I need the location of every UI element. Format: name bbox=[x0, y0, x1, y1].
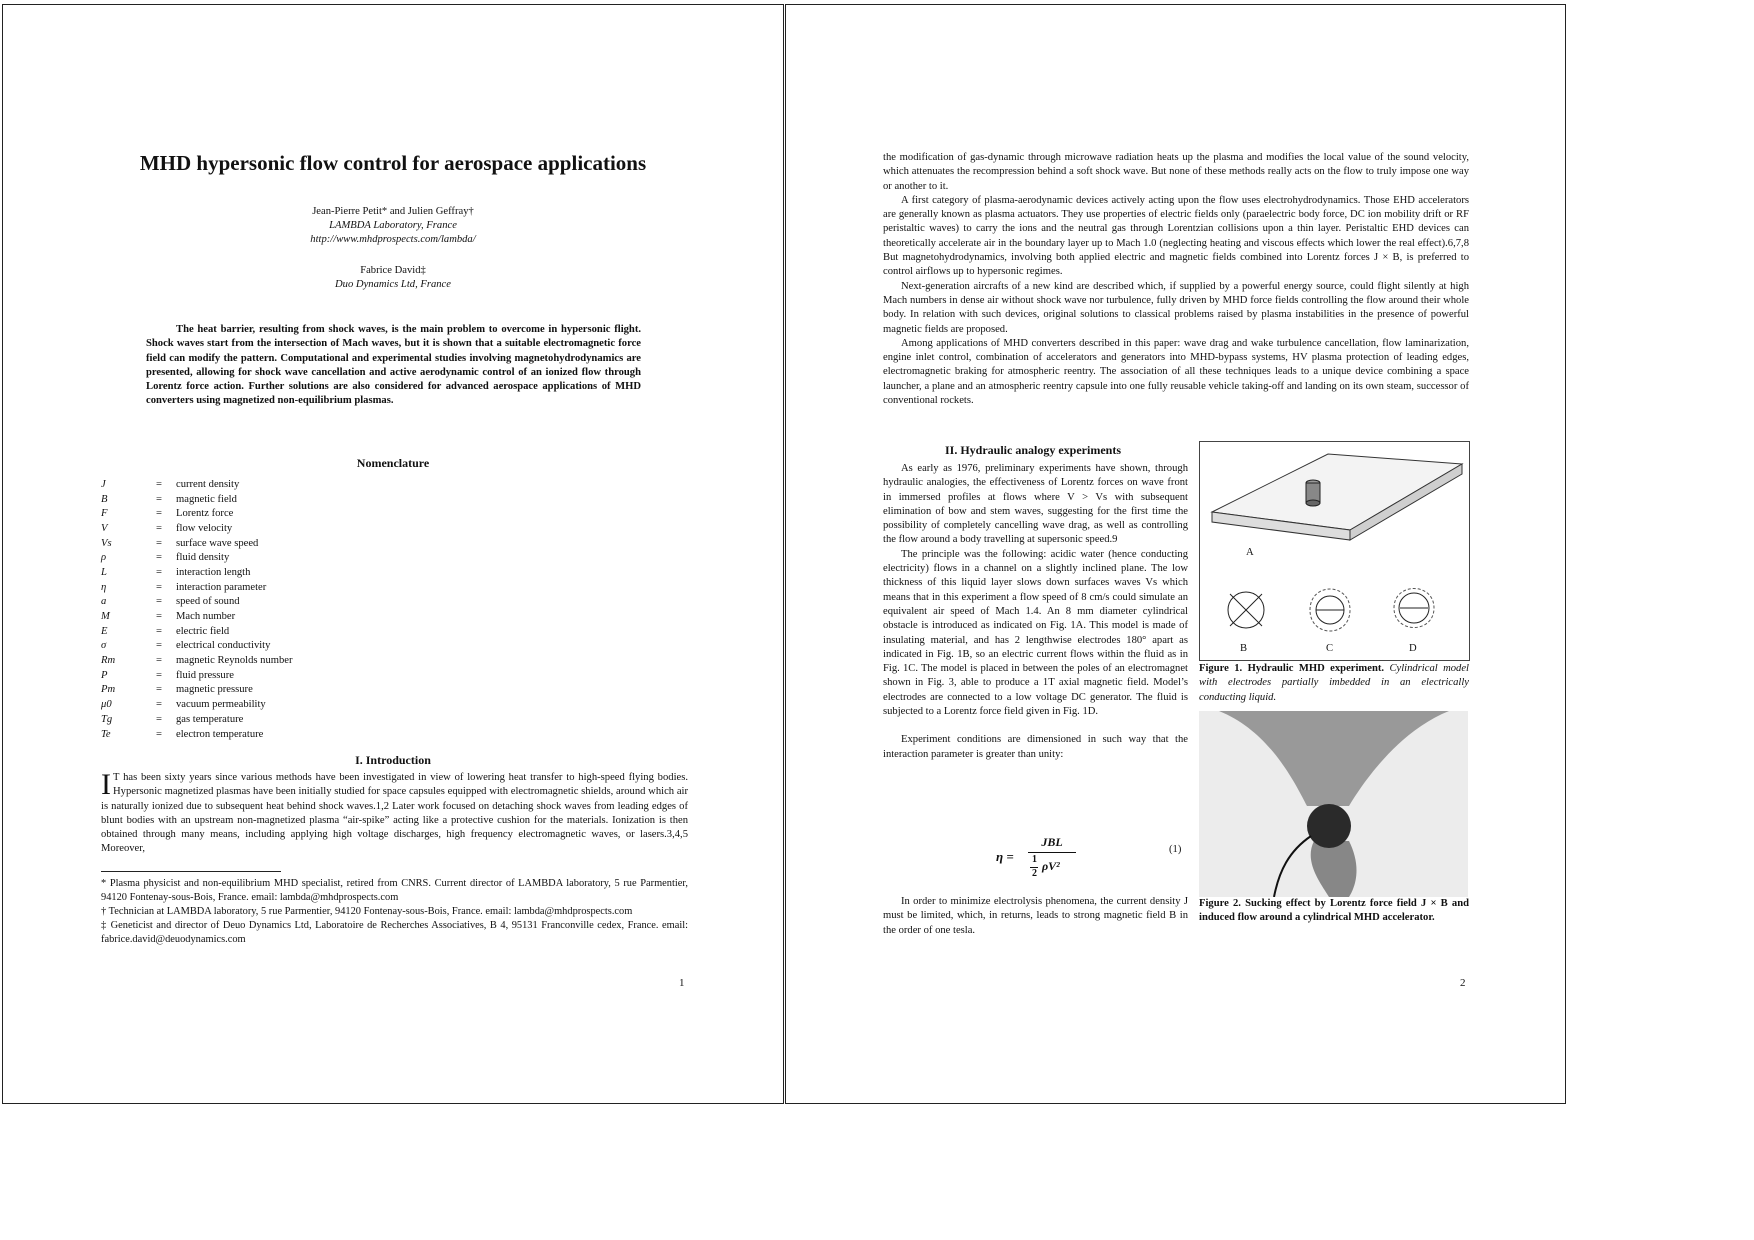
nomenclature-desc: electric field bbox=[176, 625, 230, 637]
footnote-1: * Plasma physicist and non-equilibrium MHD specialist, retired from CNRS. Current director of LAMBDA laboratory, 5 rue Parmentier, 94120 Fontenay-sous-Bois, France. email: lambda@mhdprospects.com bbox=[101, 878, 688, 903]
nomenclature-row bbox=[101, 653, 501, 668]
figure-2-caption-text: Sucking effect by Lorentz force field J × B and induced flow around a cylindrical MHD accelerator. bbox=[1199, 898, 1469, 924]
paragraph: The principle was the following: acidic water (hence conducting electricity) flows in a channel on a slightly inclined plane. The low thickness of this liquid layer slows down surfaces waves Vs which means that in this experiment a flow speed of 8 cm/s could simulate an equivalent air speed of Mach 1.4. An 8 mm diameter cylindrical obstacle is introduced as indicated on Fig. 1A. This model is made of insulating material, and has 2 lengthwise electrodes 180° apart as indicated in Fig. 1B, so an electric current flows within the fluid as in Fig. 1C. The model is placed in between the poles of an electromagnet shown in Fig. 3, able to produce a 1T axial magnetic field. Model’s electrodes are connected to a low voltage DC generator. The fluid is subjected to a Lorentz force field given in Fig. 1D. bbox=[883, 548, 1188, 718]
nomenclature-row bbox=[101, 492, 501, 507]
nomenclature-symbol: a bbox=[101, 596, 107, 608]
nomenclature-symbol: F bbox=[101, 508, 108, 520]
nomenclature-equals: = bbox=[156, 640, 162, 652]
fraction-bar bbox=[1028, 852, 1076, 853]
nomenclature-symbol: Te bbox=[101, 728, 111, 740]
authors-line: Jean-Pierre Petit* and Julien Geffray† bbox=[312, 206, 474, 217]
figure-2-caption-lead: Figure 2. bbox=[1199, 898, 1241, 909]
nomenclature-row bbox=[101, 712, 501, 727]
affiliation-1: LAMBDA Laboratory, France bbox=[329, 220, 457, 231]
fig1-label-a: A bbox=[1246, 547, 1254, 558]
body-text-top bbox=[883, 151, 1469, 408]
nomenclature-desc: interaction parameter bbox=[176, 581, 267, 593]
nomenclature-equals: = bbox=[156, 508, 162, 520]
intro-heading: I. Introduction bbox=[355, 753, 431, 767]
nomenclature-desc: vacuum permeability bbox=[176, 699, 266, 711]
figure-1-caption bbox=[1199, 662, 1469, 705]
nomenclature-equals: = bbox=[156, 728, 162, 740]
paper-title: MHD hypersonic flow control for aerospace applications bbox=[139, 151, 647, 175]
figure-2-photo bbox=[1199, 711, 1468, 897]
nomenclature-equals: = bbox=[156, 655, 162, 667]
nomenclature-desc: Lorentz force bbox=[176, 508, 234, 520]
figure-2-caption bbox=[1199, 897, 1469, 926]
paragraph: In order to minimize electrolysis phenomena, the current density J must be limited, which, in returns, leads to strong magnetic field B in the order of one tesla. bbox=[883, 896, 1188, 936]
nomenclature-equals: = bbox=[156, 684, 162, 696]
affiliation-url: http://www.mhdprospects.com/lambda/ bbox=[310, 234, 476, 245]
nomenclature-symbol: M bbox=[101, 611, 110, 623]
paragraph: Experiment conditions are dimensioned in such way that the interaction parameter is greater than unity: bbox=[883, 734, 1188, 760]
figure-1-caption-text: Cylindrical model with electrodes partially imbedded in an electrically conducting liquid. bbox=[1199, 663, 1469, 703]
section2-closing bbox=[883, 895, 1188, 938]
figure-1-caption-lead: Figure 1. Hydraulic MHD experiment. bbox=[1199, 663, 1385, 674]
equation-half-den: 2 bbox=[1032, 868, 1037, 879]
nomenclature-equals: = bbox=[156, 566, 162, 578]
nomenclature-desc: magnetic Reynolds number bbox=[176, 655, 293, 667]
nomenclature-row bbox=[101, 506, 501, 521]
nomenclature-desc: interaction length bbox=[176, 566, 251, 578]
nomenclature-row bbox=[101, 683, 501, 698]
nomenclature-row bbox=[101, 565, 501, 580]
nomenclature-equals: = bbox=[156, 552, 162, 564]
page-number: 1 bbox=[679, 977, 685, 989]
author-2: Fabrice David‡ bbox=[360, 265, 426, 276]
nomenclature-symbol: Pm bbox=[101, 684, 116, 696]
nomenclature-row bbox=[101, 624, 501, 639]
section2-heading: II. Hydraulic analogy experiments bbox=[945, 443, 1121, 457]
nomenclature-row bbox=[101, 550, 501, 565]
intro-dropcap: I bbox=[101, 768, 111, 801]
cylinder-bottom bbox=[1306, 500, 1320, 506]
nomenclature-desc: surface wave speed bbox=[176, 537, 259, 549]
nomenclature-symbol: ρ bbox=[101, 552, 107, 564]
figure-1-drawing bbox=[1200, 442, 1469, 660]
paragraph: As early as 1976, preliminary experiments have shown, through hydraulic analogies, the effectiveness of Lorentz forces on wave front in immersed profiles at flows where V > Vs with subsequent elimination of bow and stem waves, suggesting for the first time the possibility of completely cancelling wave drag, as well as controlling the flow around a body travelling at supersonic speed.9 bbox=[883, 463, 1188, 546]
nomenclature-equals: = bbox=[156, 493, 162, 505]
nomenclature-equals: = bbox=[156, 625, 162, 637]
paragraph: Among applications of MHD converters described in this paper: wave drag and wake turbulence cancellation, flow laminarization, engine inlet control, combination of accelerators and generators into MHD-bypass systems, HV plasma protection of leading edges, electromagnetic braking for atmospheric reentry. The association of all these techniques leads to a unique device combining a space launcher, a plane and an atmospheric reentry capsule into one fully reusable vehicle taking-off and landing on its own steam, successor of conventional rockets. bbox=[883, 337, 1469, 407]
nomenclature-row bbox=[101, 521, 501, 536]
nomenclature-list bbox=[101, 477, 501, 741]
equation-number: (1) bbox=[1169, 844, 1182, 855]
fig1-label-c: C bbox=[1326, 643, 1334, 654]
intro-paragraph bbox=[101, 768, 688, 857]
nomenclature-symbol: μ0 bbox=[101, 699, 112, 711]
equation-1 bbox=[996, 835, 1196, 885]
nomenclature-row bbox=[101, 580, 501, 595]
nomenclature-symbol: J bbox=[101, 478, 106, 490]
equation-numerator: JBL bbox=[1041, 835, 1063, 849]
page-2 bbox=[785, 4, 1566, 1104]
nomenclature-desc: speed of sound bbox=[176, 596, 240, 608]
equation-half-num: 1 bbox=[1032, 854, 1037, 865]
nomenclature-row bbox=[101, 639, 501, 654]
nomenclature-desc: fluid pressure bbox=[176, 669, 234, 681]
nomenclature-symbol: Vs bbox=[101, 537, 112, 549]
nomenclature-row bbox=[101, 668, 501, 683]
footnotes bbox=[101, 877, 688, 947]
nomenclature-desc: fluid density bbox=[176, 552, 230, 564]
nomenclature-equals: = bbox=[156, 478, 162, 490]
fig1-label-d: D bbox=[1409, 643, 1417, 654]
nomenclature-equals: = bbox=[156, 699, 162, 711]
nomenclature-symbol: V bbox=[101, 522, 108, 534]
nomenclature-equals: = bbox=[156, 537, 162, 549]
section2-body bbox=[883, 462, 1188, 762]
page-1 bbox=[2, 4, 784, 1104]
abstract: The heat barrier, resulting from shock waves, is the main problem to overcome in hypersonic flight. Shock waves start from the intersection of Mach waves, but it is shown that a suitable electromagnetic force field can modify the pattern. Computational and experimental studies involving magnetohydrodynamics are presented, allowing for shock wave cancellation and active aerodynamic control of an ionized flow through Lorentz force action. Further solutions are also considered for advanced aerospace applications of MHD converters using magnetized non-equilibrium plasmas. bbox=[146, 324, 641, 407]
nomenclature-row bbox=[101, 536, 501, 551]
footnote-rule bbox=[101, 871, 281, 872]
nomenclature-symbol: E bbox=[101, 625, 108, 637]
nomenclature-desc: electron temperature bbox=[176, 728, 264, 740]
nomenclature-row bbox=[101, 697, 501, 712]
fig1-label-b: B bbox=[1240, 643, 1248, 654]
paragraph: the modification of gas-dynamic through microwave radiation heats up the plasma and modifies the local value of the sound velocity, which attenuates the recompression behind a soft shock wave. But none of these methods really acts on the flow to truly impose one way or another to it. bbox=[883, 152, 1469, 192]
nomenclature-symbol: Tg bbox=[101, 713, 113, 725]
page-number: 2 bbox=[1460, 977, 1466, 989]
figure-2-drawing bbox=[1199, 711, 1468, 897]
nomenclature-row bbox=[101, 727, 501, 742]
nomenclature-desc: electrical conductivity bbox=[176, 640, 271, 652]
nomenclature-equals: = bbox=[156, 713, 162, 725]
nomenclature-desc: magnetic field bbox=[176, 493, 237, 505]
paragraph: A first category of plasma-aerodynamic devices actively acting upon the flow uses electrohydrodynamics. Those EHD accelerators are generally known as plasma actuators. They use properties of electric fields only (paraelectric body force, DC ion mobility drift or RF peristaltic waves) to carry the ions and the neutral gas through Lorentzian collisions upon a thin layer. Peristaltic EHD devices can theoretically accelerate air in the boundary layer up to Mach 1.0 (neglecting heating and viscous effects which lower the real effect).6,7,8 But magnetohydrodynamics, involving both applied electric and magnetic fields combined into Lorentz forces J × B, is preferred to control airflows up to hypersonic regimes. bbox=[883, 194, 1469, 278]
nomenclature-symbol: σ bbox=[101, 640, 107, 652]
nomenclature-row bbox=[101, 477, 501, 492]
equation-rhorest: ρV² bbox=[1042, 859, 1060, 873]
nomenclature-heading: Nomenclature bbox=[356, 456, 430, 470]
nomenclature-symbol: η bbox=[101, 581, 107, 593]
nomenclature-symbol: L bbox=[101, 566, 107, 578]
intro-text: T has been sixty years since various methods have been investigated in view of lowering heat transfer to high-speed flying bodies. Hypersonic magnetized plasmas have been initially studied for space capsules equipped with electromagnetic shields, around which air is naturally ionized due to subsequent heat behind shock waves.1,2 Later work focused on detaching shock waves from leading edges of blunt bodies with an upstream non-magnetized plasma “air-spike” acting like a protective cushion for the materials. Ionization is then obtained through many means, including applying high voltage discharges, high frequency electromagnetic waves, or lasers.3,4,5 Moreover, bbox=[101, 772, 688, 855]
affiliation-2: Duo Dynamics Ltd, France bbox=[335, 279, 451, 290]
equation-lhs: η = bbox=[996, 849, 1014, 864]
nomenclature-desc: current density bbox=[176, 478, 240, 490]
nomenclature-desc: Mach number bbox=[176, 611, 236, 623]
paragraph: Next-generation aircrafts of a new kind are described which, if supplied by a powerful energy source, could flight silently at high Mach numbers in dense air without shock wave nor turbulence, fully driven by MHD force fields controlling the flow around their whole body. In relation with such devices, original solutions to classical problems raised by plasma instabilities in the presence of powerful magnetic fields are proposed. bbox=[883, 280, 1469, 335]
nomenclature-row bbox=[101, 609, 501, 624]
nomenclature-desc: magnetic pressure bbox=[176, 684, 253, 696]
footnote-2: † Technician at LAMBDA laboratory, 5 rue Parmentier, 94120 Fontenay-sous-Bois, France. email: lambda@mhdprospects.com bbox=[101, 906, 633, 917]
figure-1 bbox=[1199, 441, 1470, 661]
footnote-3: ‡ Geneticist and director of Deuo Dynamics Ltd, Laboratoire de Recherches Associatives, B 4, 95131 Franconville cedex, France. email: fabrice.david@deuodynamics.com bbox=[101, 920, 688, 945]
nomenclature-equals: = bbox=[156, 581, 162, 593]
nomenclature-equals: = bbox=[156, 596, 162, 608]
nomenclature-symbol: Rm bbox=[101, 655, 116, 667]
nomenclature-symbol: B bbox=[101, 493, 108, 505]
nomenclature-desc: flow velocity bbox=[176, 522, 233, 534]
nomenclature-symbol: P bbox=[101, 669, 108, 681]
nomenclature-equals: = bbox=[156, 611, 162, 623]
cylinder-accelerator bbox=[1307, 804, 1351, 848]
nomenclature-row bbox=[101, 595, 501, 610]
nomenclature-equals: = bbox=[156, 669, 162, 681]
nomenclature-equals: = bbox=[156, 522, 162, 534]
nomenclature-desc: gas temperature bbox=[176, 713, 244, 725]
